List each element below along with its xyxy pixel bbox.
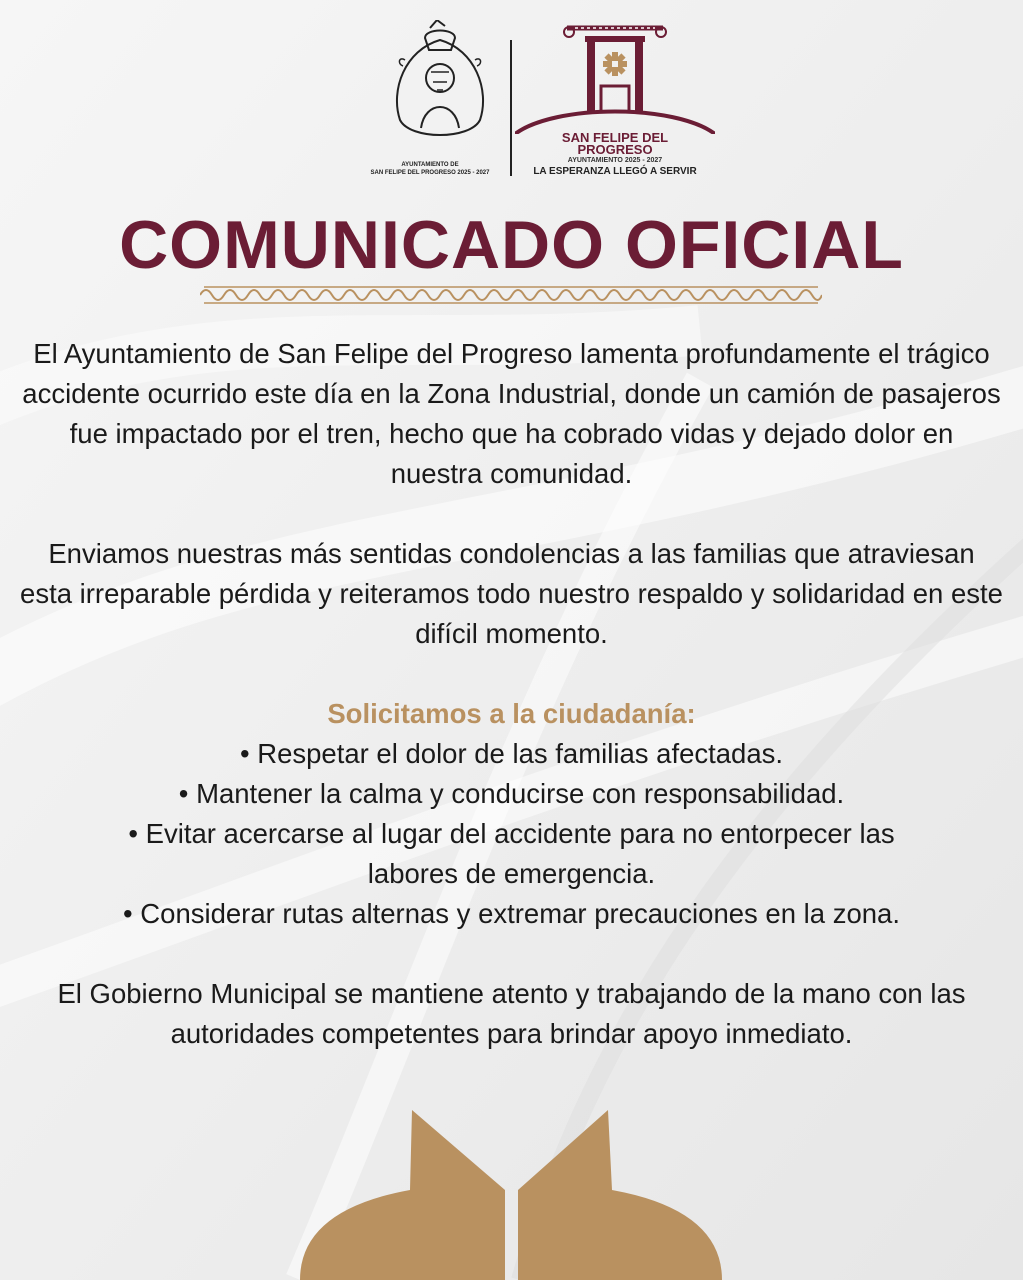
gold-star-emblem-icon (0, 1100, 1023, 1280)
request-item: • Considerar rutas alternas y extremar precauciones en la zona. (123, 898, 900, 929)
paragraph-support: Enviamos nuestras más sentidas condolencias a las familias que atraviesan esta irreparable pérdida y reiteramos todo nuestro respaldo y solidaridad en este difícil momento. (20, 538, 1003, 649)
request-item: • Mantener la calma y conducirse con responsabilidad. (178, 778, 845, 809)
greek-key-ornament-icon (200, 283, 822, 307)
paragraph-condolence: El Ayuntamiento de San Felipe del Progreso lamenta profundamente el trágico accidente ocurrido este día en la Zona Industrial, donde un camión de pasajeros fue impactado por el tren, hecho que ha cobrado vidas y dejado dolor en nuestra comunidad. (22, 338, 1001, 489)
logo-motto: LA ESPERANZA LLEGÓ A SERVIR (533, 166, 697, 177)
request-item: • Respetar el dolor de las familias afectadas. (239, 738, 784, 769)
seal-caption: AYUNTAMIENTO DE SAN FELIPE DEL PROGRESO 2025 - 2027 (370, 162, 490, 176)
requests-title: Solicitamos a la ciudadanía: (327, 698, 696, 729)
request-item: • Evitar acercarse al lugar del accidente para no entorpecer las labores de emergencia. (128, 818, 895, 889)
header-logos (0, 18, 1023, 177)
logo-divider (510, 40, 512, 176)
page-title: COMUNICADO OFICIAL (119, 207, 904, 283)
logo-name: SAN FELIPE DEL PROGRESO (561, 130, 669, 157)
municipal-seal-icon (385, 20, 495, 145)
communique-body (20, 334, 1003, 1054)
logo-text-block (515, 132, 715, 177)
arch-logo-icon (515, 22, 715, 134)
logo-period: AYUNTAMIENTO 2025 - 2027 (567, 157, 663, 164)
paragraph-closing: El Gobierno Municipal se mantiene atento y trabajando de la mano con las autoridades competentes para brindar apoyo inmediato. (57, 978, 966, 1049)
